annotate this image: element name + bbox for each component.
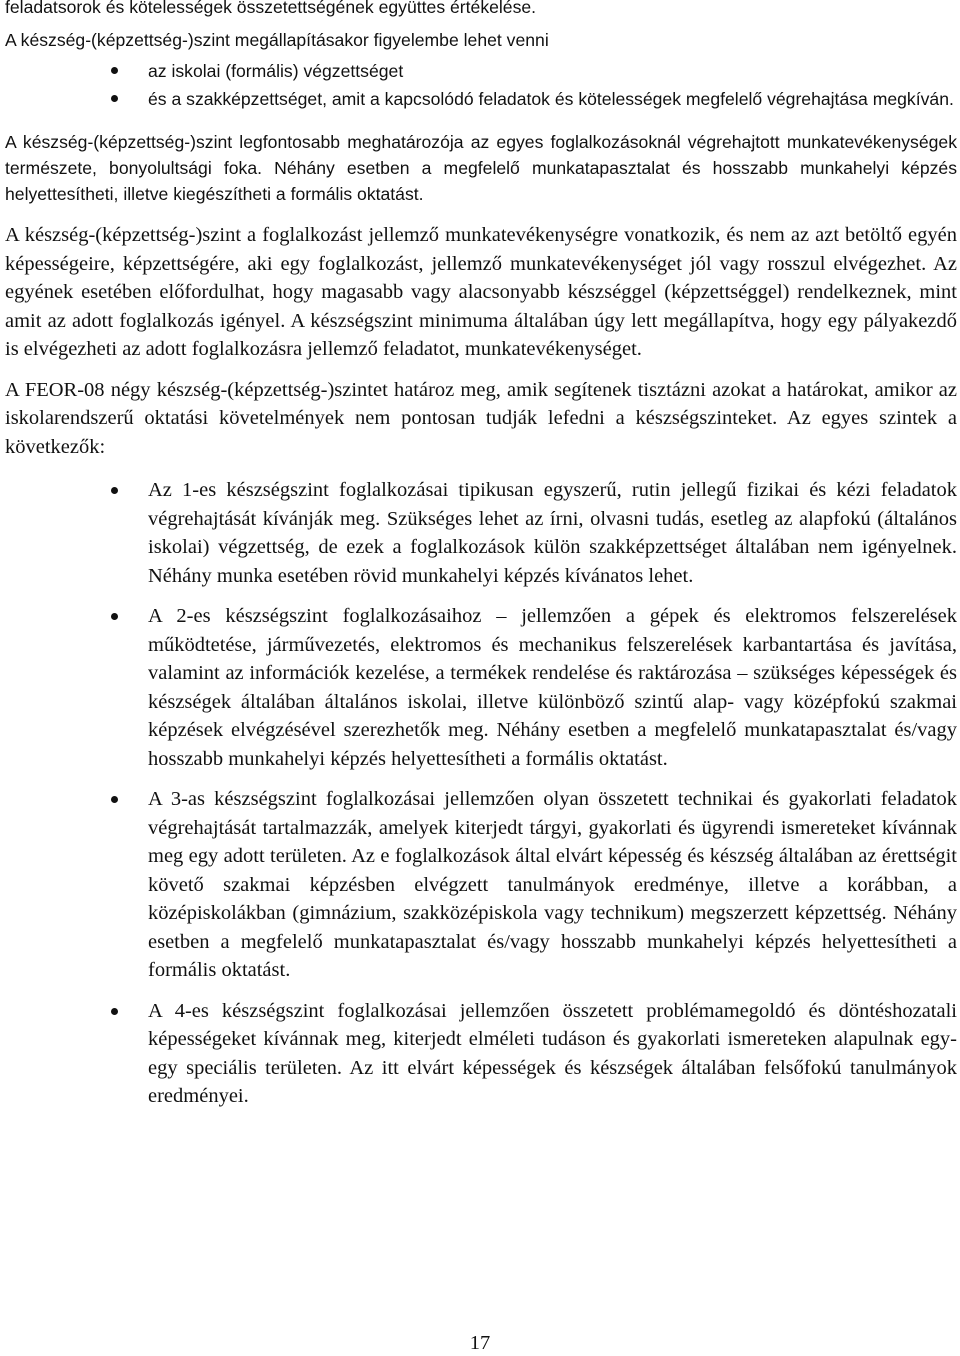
list-item <box>5 785 957 985</box>
list-item-text: Az 1-es készségszint foglalkozásai tipikusan egyszerű, rutin jellegű fizikai és kézi feladatok végrehajtását kívánják meg. Szükséges lehet az írni, olvasni tudás, esetleg az alapfokú (általános iskolai) végzettség, de ezek a foglalkozások külön szakképzettséget általában nem igényelnek. Néhány munka esetében rövid munkahelyi képzés kívánatos lehet. <box>148 479 957 587</box>
bullet-icon <box>111 796 118 803</box>
paragraph-2: A készség-(képzettség-)szint a foglalkozást jellemző munkatevékenységre vonatkozik, és nem az azt betöltő egyén képességeire, képzettségére, aki egy foglalkozást, jellemző munkatevékenységet jól vagy rosszul elvégezhet. Az egyének esetében előfordulhat, hogy magasabb vagy alacsonyabb készséggel (képzettséggel) rendelkeznek, mint amit az adott foglalkozás igényel. A készségszint minimuma általában úgy lett megállapítva, hogy egy pályakezdő is elvégezheti az adott foglalkozásra jellemző feladatot, munkatevékenységet. <box>5 224 957 360</box>
paragraph-1: A készség-(képzettség-)szint legfontosabb meghatározója az egyes foglalkozásoknál végrehajtott munkatevékenységek természete, bonyolultsági foka. Néhány esetben a megfelelő munkatapasztalat és hosszabb munkahelyi képzés helyettesítheti, illetve kiegészítheti a formális oktatást. <box>5 132 957 204</box>
skill-levels-list <box>5 476 957 1111</box>
list-item-text: A 4-es készségszint foglalkozásai jellemzően összetett problémamegoldó és döntéshozatali képességeket kívánnak meg, kiterjedt elméleti tudáson és gyakorlati ismereteken alapulnak egy-egy speciális területen. Az itt elvárt képességek és készségek általában felsőfokú tanulmányok eredményei. <box>148 999 957 1107</box>
bullet-icon <box>111 613 118 620</box>
list-item-text: és a szakképzettséget, amit a kapcsolódó feladatok és kötelességek megfelelő végrehajtása megkíván. <box>148 89 954 109</box>
document-page <box>5 0 957 1111</box>
bullet-icon <box>111 95 118 102</box>
bullet-icon <box>111 487 118 494</box>
list-item <box>5 602 957 773</box>
page-number: 17 <box>469 1332 491 1354</box>
bullet-icon <box>111 67 118 74</box>
list-item <box>5 476 957 590</box>
lead-bullet-list <box>5 58 957 112</box>
list-item-text: az iskolai (formális) végzettséget <box>148 61 404 81</box>
list-item <box>5 58 957 84</box>
list-item <box>5 86 957 112</box>
bullet-icon <box>111 1008 118 1015</box>
lead-sentence: A készség-(képzettség-)szint megállapításakor figyelembe lehet venni <box>5 30 549 50</box>
intro-line: feladatsorok és kötelességek összetettségének együttes értékelése. <box>5 0 537 17</box>
list-item-text: A 2-es készségszint foglalkozásaihoz – jellemzően a gépek és elektromos felszerelések működtetése, járművezetés, elektromos és mechanikus felszerelések karbantartása és javítása, valamint az információk kezelése, a termékek rendelése és raktározása – szükséges képességek és készségek általában általános iskolai, illetve különböző szintű alap- vagy középfokú szakmai képzések elvégzésével szerezhetők meg. Néhány esetben a megfelelő munkatapasztalat és/vagy hosszabb munkahelyi képzés helyettesítheti a formális oktatást. <box>148 605 957 770</box>
list-item <box>5 997 957 1111</box>
paragraph-3: A FEOR-08 négy készség-(képzettség-)szintet határoz meg, amik segítenek tisztázni azokat a határokat, amikor az iskolarendszerű oktatási követelmények nem pontosan tudják lefedni a készségszinteket. Az egyes szintek a következők: <box>5 378 957 458</box>
list-item-text: A 3-as készségszint foglalkozásai jellemzően olyan összetett technikai és gyakorlati feladatok végrehajtását tartalmazzák, amelyek kiterjedt tárgyi, gyakorlati és ügyrendi ismereteket kívánnak meg egy adott területen. Az e foglalkozások által elvárt képesség és készség általában az érettségit követő szakmai képzésben elvégzett tanulmányok eredménye, illetve a korábban, a középiskolákban (gimnázium, szakközépiskola vagy technikum) megszerzett képzettség. Néhány esetben a megfelelő munkatapasztalat és/vagy hosszabb munkahelyi képzés helyettesítheti a formális oktatást. <box>148 788 957 981</box>
